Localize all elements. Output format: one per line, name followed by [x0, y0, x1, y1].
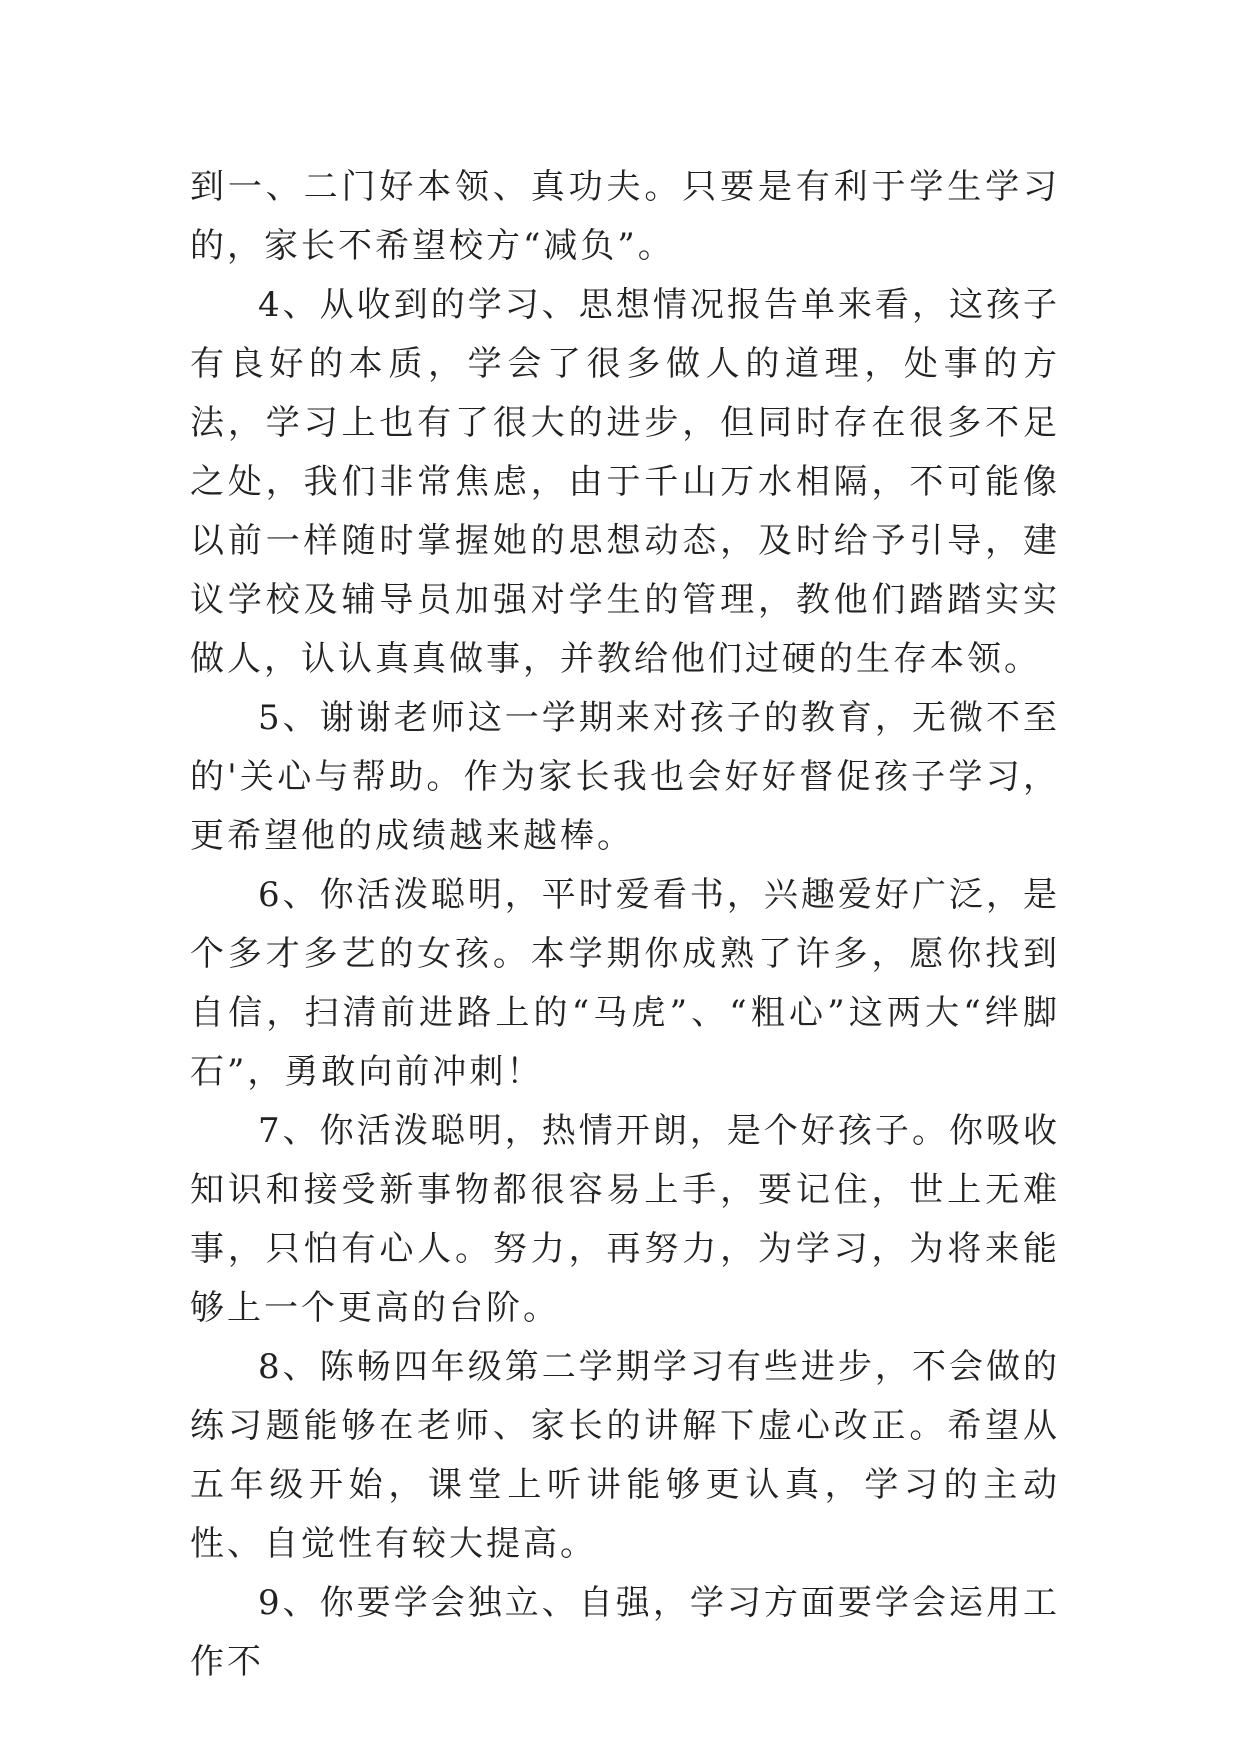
paragraph-continuation: 到一、二门好本领、真功夫。只要是有利于学生学习的，家长不希望校方“减负”。: [190, 167, 1060, 266]
paragraph-item-4: 4、从收到的学习、思想情况报告单来看，这孩子有良好的本质，学会了很多做人的道理，处事的方法，学习上也有了很大的进步，但同时存在很多不足之处，我们非常焦虑，由于千山万水相隔，不可能像以前一样随时掌握她的思想动态，及时给予引导，建议学校及辅导员加强对学生的管理，教他们踏踏实实做人，认认真真做事，并教给他们过硬的生存本领。: [190, 285, 1060, 679]
paragraph-item-6: 6、你活泼聪明，平时爱看书，兴趣爱好广泛，是个多才多艺的女孩。本学期你成熟了许多，愿你找到自信，扫清前进路上的“马虎”、“粗心”这两大“绊脚石”，勇敢向前冲刺！: [190, 875, 1060, 1092]
paragraph-item-8: 8、陈畅四年级第二学期学习有些进步，不会做的练习题能够在老师、家长的讲解下虚心改正。希望从五年级开始，课堂上听讲能够更认真，学习的主动性、自觉性有较大提高。: [190, 1347, 1060, 1564]
paragraph-item-5: 5、谢谢老师这一学期来对孩子的教育，无微不至的'关心与帮助。作为家长我也会好好督促孩子学习，更希望他的成绩越来越棒。: [190, 698, 1060, 856]
paragraph-item-9: 9、你要学会独立、自强，学习方面要学会运用工作不: [190, 1583, 1060, 1682]
paragraph-item-7: 7、你活泼聪明，热情开朗，是个好孩子。你吸收知识和接受新事物都很容易上手，要记住，世上无难事，只怕有心人。努力，再努力，为学习，为将来能够上一个更高的台阶。: [190, 1111, 1060, 1328]
document-body: [190, 158, 1060, 1692]
